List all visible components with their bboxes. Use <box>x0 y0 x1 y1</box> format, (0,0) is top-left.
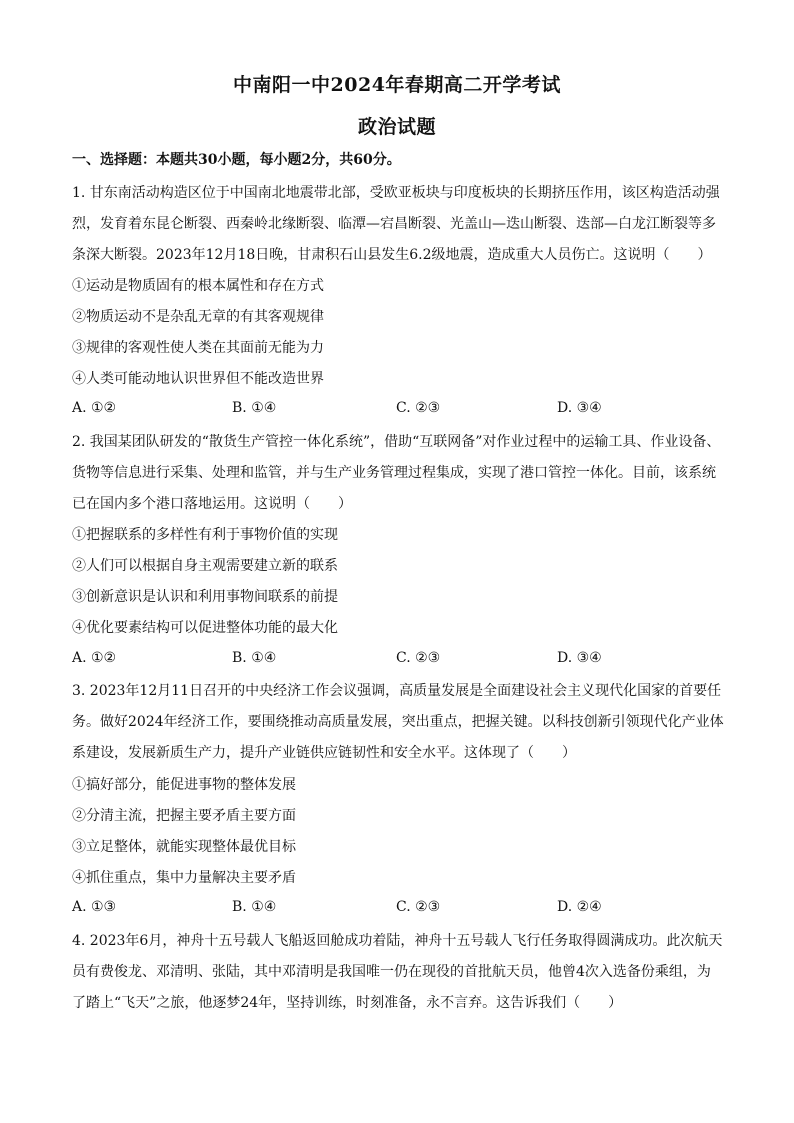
exam-title: 中南阳一中2024年春期高二开学考试 <box>233 74 561 96</box>
option-b: B. ①④ <box>232 899 277 915</box>
option-b: B. ①④ <box>232 400 277 416</box>
option-c: C. ②③ <box>396 400 441 416</box>
question-stem-line: 系建设，发展新质生产力，提升产业链供应链韧性和安全水平。这体现了（ ） <box>72 745 576 761</box>
question-stem-line: 货物等信息进行采集、处理和监管，并与生产业务管理过程集成，实现了港口管控一体化。目前，该系统 <box>72 465 716 481</box>
option-b: B. ①④ <box>232 650 277 666</box>
statement: ①运动是物质固有的根本属性和存在方式 <box>72 278 324 294</box>
question-stem-line: 了踏上“飞天”之旅，他逐梦24年，坚持训练，时刻准备，永不言弃。这告诉我们（ ） <box>72 995 623 1011</box>
statement: ④优化要素结构可以促进整体功能的最大化 <box>72 620 338 636</box>
question-stem-line: 务。做好2024年经济工作，要围绕推动高质量发展，突出重点，把握关键。以科技创新引领现代化产业体 <box>72 714 724 730</box>
section-heading: 一、选择题：本题共30小题，每小题2分，共60分。 <box>72 152 401 168</box>
statement: ①把握联系的多样性有利于事物价值的实现 <box>72 527 338 543</box>
question-stem-line: 1. 甘东南活动构造区位于中国南北地震带北部，受欧亚板块与印度板块的长期挤压作用，该区构造活动强 <box>72 185 720 201</box>
option-c: C. ②③ <box>396 650 441 666</box>
statement: ②人们可以根据自身主观需要建立新的联系 <box>72 558 338 574</box>
option-d: D. ③④ <box>557 650 602 666</box>
question-stem-line: 3. 2023年12月11日召开的中央经济工作会议强调，高质量发展是全面建设社会主义现代化国家的首要任 <box>72 683 722 699</box>
option-d: D. ③④ <box>557 400 602 416</box>
statement: ③立足整体，就能实现整体最优目标 <box>72 839 296 855</box>
question-stem-line: 条深大断裂。2023年12月18日晚，甘肃积石山县发生6.2级地震，造成重大人员伤亡。这说明（ ） <box>72 247 712 263</box>
statement: ③创新意识是认识和利用事物间联系的前提 <box>72 589 338 605</box>
question-stem-line: 2. 我国某团队研发的“散货生产管控一体化系统”，借助“互联网备”对作业过程中的运输工具、作业设备、 <box>72 434 721 450</box>
statement: ①搞好部分，能促进事物的整体发展 <box>72 777 296 793</box>
statement: ④人类可能动地认识世界但不能改造世界 <box>72 371 324 387</box>
option-a: A. ①③ <box>72 899 117 915</box>
statement: ④抓住重点，集中力量解决主要矛盾 <box>72 870 296 886</box>
question-stem-line: 已在国内多个港口落地运用。这说明（ ） <box>72 496 352 512</box>
option-a: A. ①② <box>72 400 117 416</box>
question-stem-line: 员有费俊龙、邓清明、张陆，其中邓清明是我国唯一仍在现役的首批航天员，他曾4次入选备份乘组，为 <box>72 964 711 980</box>
statement: ②物质运动不是杂乱无章的有其客观规律 <box>72 309 324 325</box>
subject-title: 政治试题 <box>357 116 436 138</box>
option-c: C. ②③ <box>396 899 441 915</box>
question-stem-line: 4. 2023年6月，神舟十五号载人飞船返回舱成功着陆，神舟十五号载人飞行任务取得圆满成功。此次航天 <box>72 933 723 949</box>
statement: ②分清主流，把握主要矛盾主要方面 <box>72 808 296 824</box>
option-a: A. ①② <box>72 650 117 666</box>
question-stem-line: 烈，发育着东昆仑断裂、西秦岭北缘断裂、临潭—宕昌断裂、光盖山—迭山断裂、迭部—白龙江断裂等多 <box>72 216 716 232</box>
statement: ③规律的客观性使人类在其面前无能为力 <box>72 340 324 356</box>
option-d: D. ②④ <box>557 899 602 915</box>
